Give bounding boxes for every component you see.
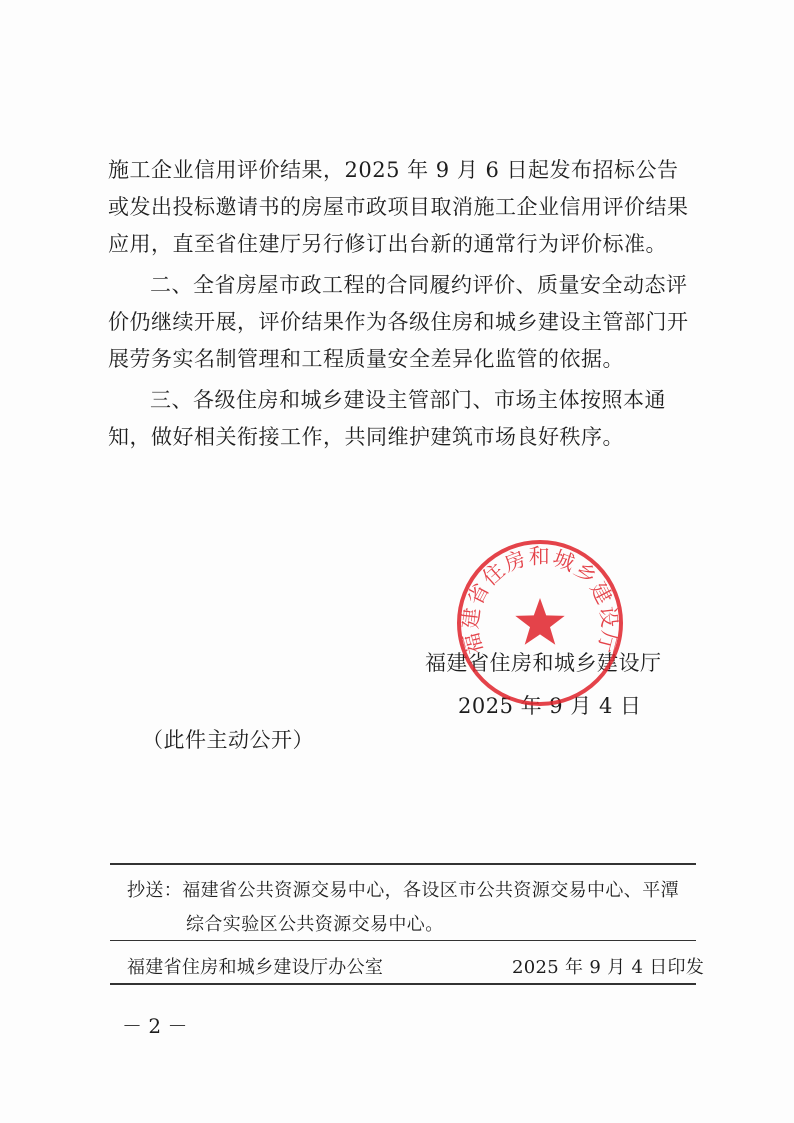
footer-rule-top bbox=[110, 863, 696, 865]
body-paragraph-2: 二、全省房屋市政工程的合同履约评价、质量安全动态评价仍继续开展，评价结果作为各级住房和城乡建设主管部门开展劳务实名制管理和工程质量安全差异化监管的依据。 bbox=[108, 273, 689, 371]
signature-date: 2025 年 9 月 4 日 bbox=[458, 694, 642, 718]
issue-date: 2025 年 9 月 4 日印发 bbox=[512, 957, 705, 978]
body-paragraph-3: 三、各级住房和城乡建设主管部门、市场主体按照本通知，做好相关衔接工作，共同维护建筑市场良好秩序。 bbox=[108, 388, 666, 449]
page-number: － 2 － bbox=[122, 1014, 188, 1038]
issuing-office: 福建省住房和城乡建设厅办公室 bbox=[127, 957, 384, 978]
footer-rule-bottom bbox=[110, 983, 696, 985]
official-seal bbox=[455, 538, 625, 708]
public-disclosure-note: （此件主动公开） bbox=[142, 728, 314, 752]
body-paragraph-1: 施工企业信用评价结果，2025 年 9 月 6 日起发布招标公告或发出投标邀请书的房屋市政项目取消施工企业信用评价结果应用，直至省住建厅另行修订出台新的通常行为评价标准。 bbox=[108, 158, 689, 256]
signature-organization: 福建省住房和城乡建设厅 bbox=[425, 651, 662, 675]
svg-text:福建省住房和城乡建设厅: 福建省住房和城乡建设厅 bbox=[458, 544, 622, 657]
footer-rule-middle bbox=[110, 940, 696, 941]
cc-recipients-line-2: 综合实验区公共资源交易中心。 bbox=[186, 914, 444, 935]
cc-recipients-line-1: 抄送：福建省公共资源交易中心，各设区市公共资源交易中心、平潭 bbox=[127, 880, 679, 901]
